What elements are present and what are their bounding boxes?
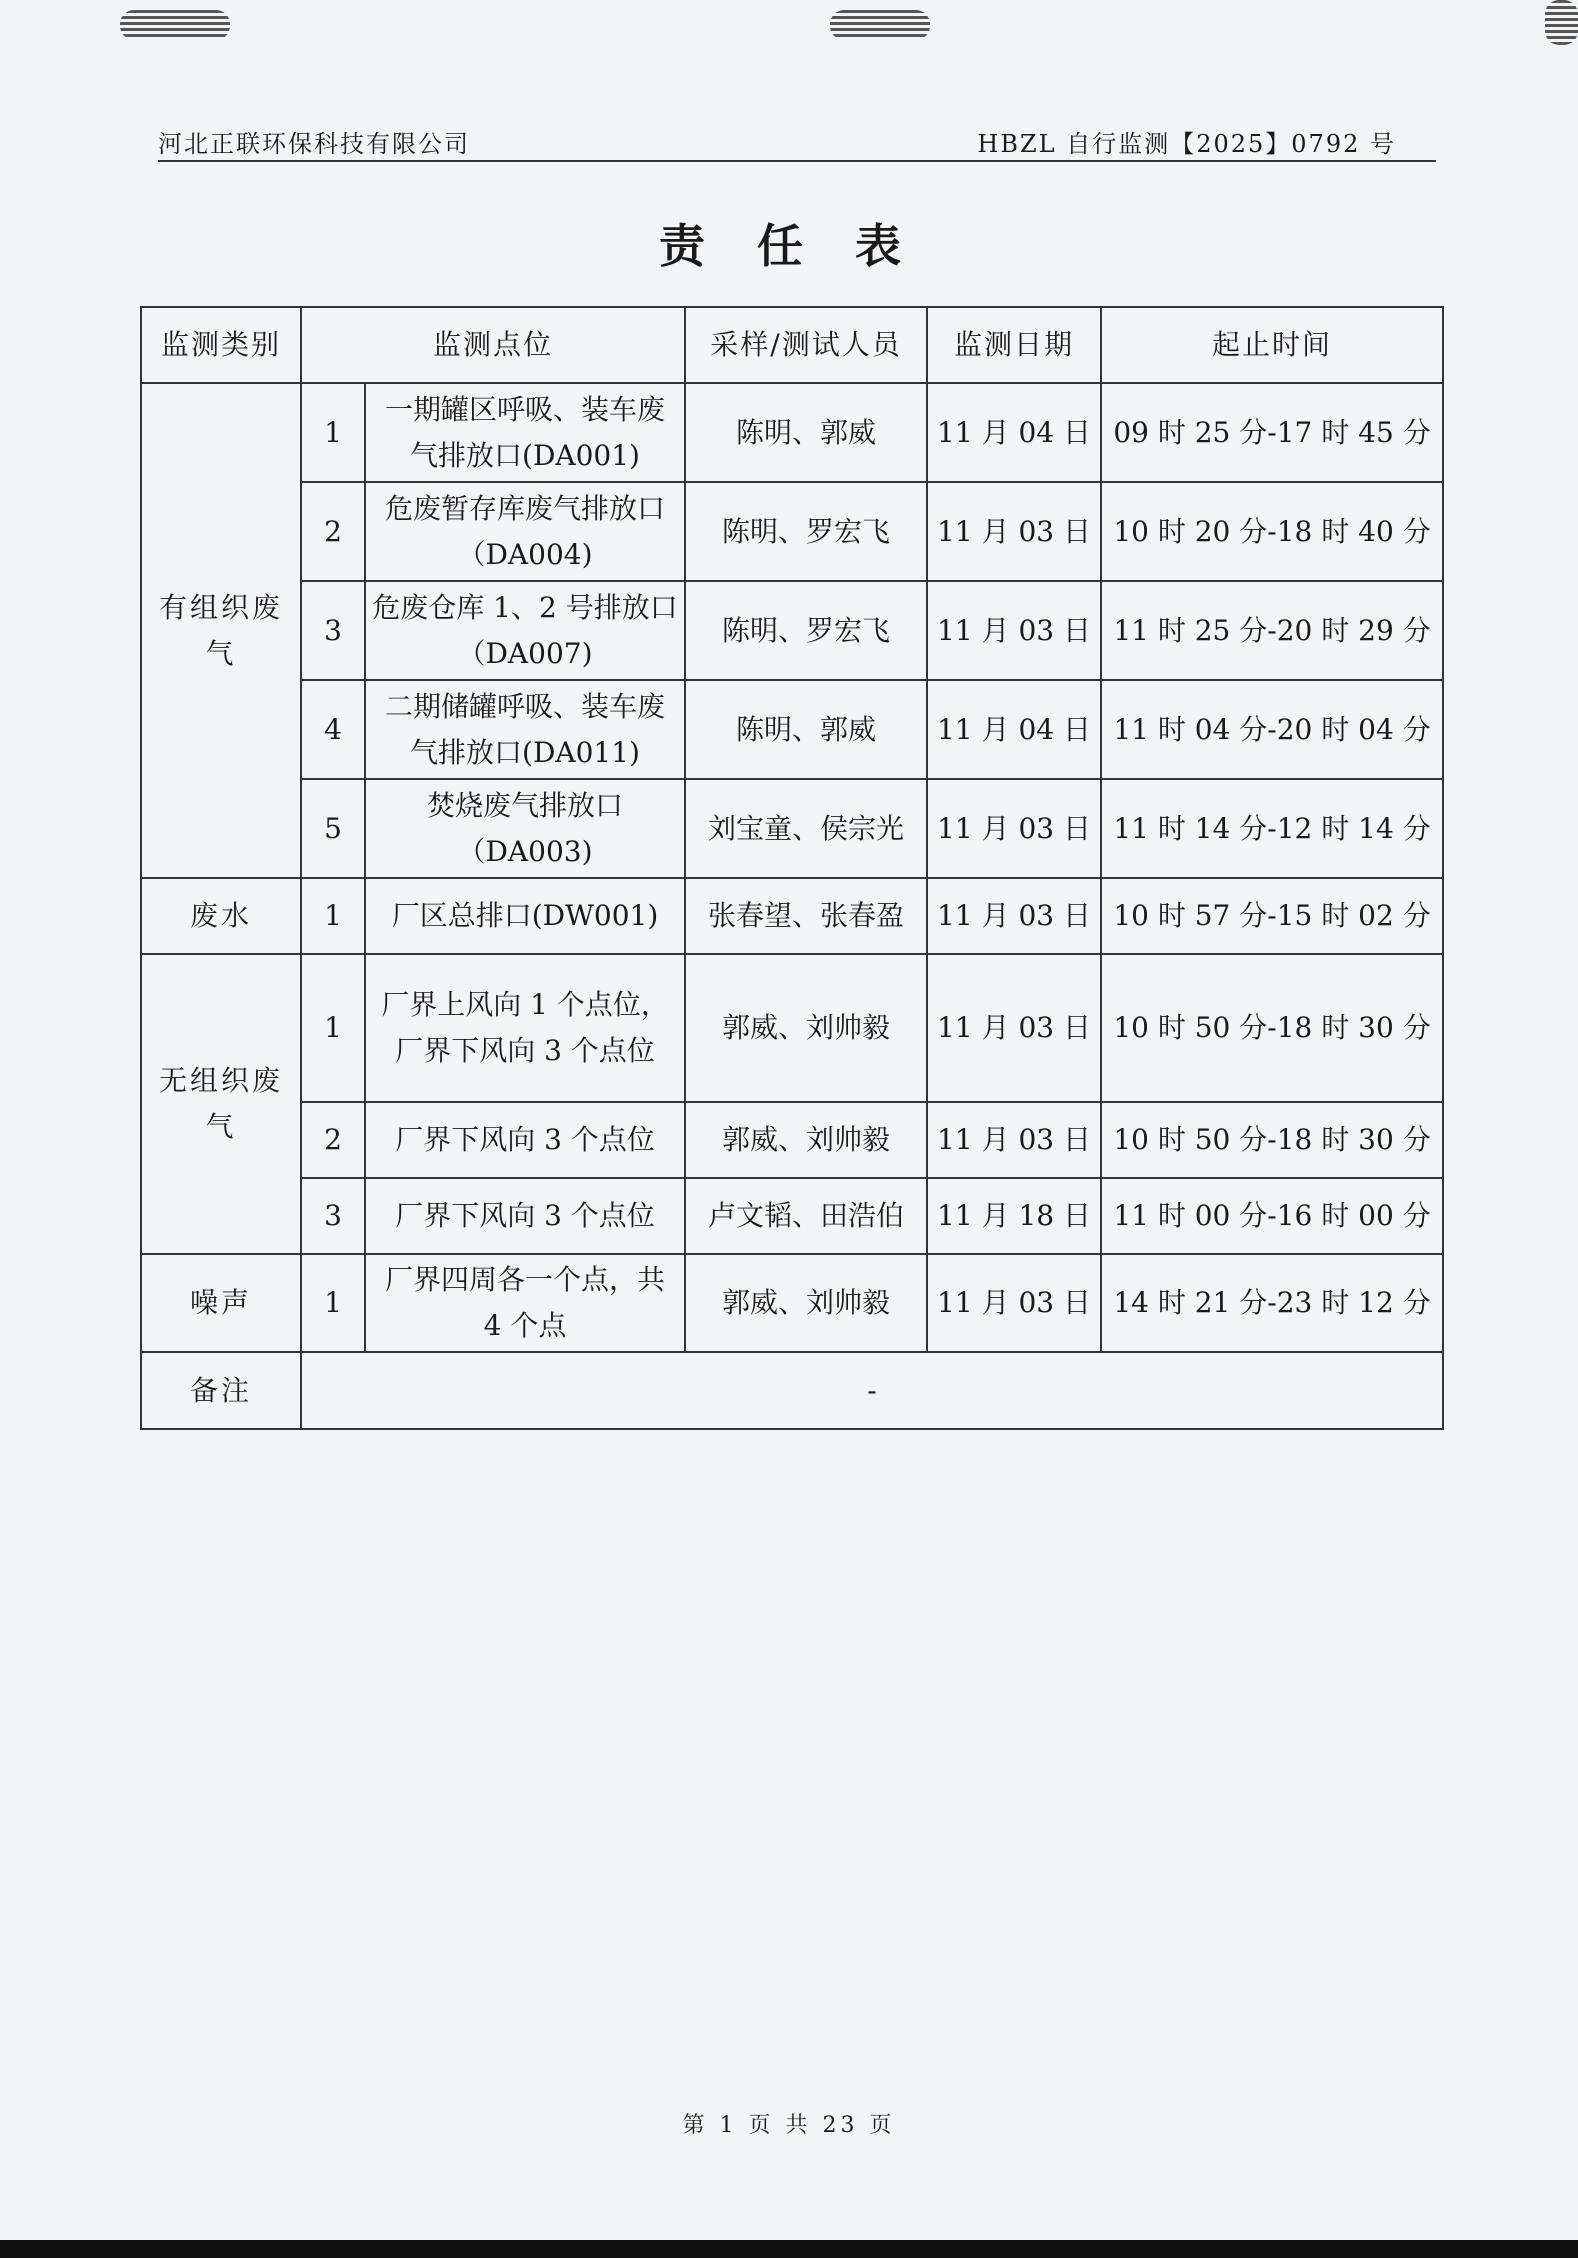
time-cell: 10 时 20 分-18 时 40 分 (1101, 482, 1443, 581)
table-row (141, 1254, 1443, 1352)
time-cell: 14 时 21 分-23 时 12 分 (1101, 1254, 1443, 1352)
row-number: 1 (301, 1254, 365, 1352)
staff-cell: 郭威、刘帅毅 (685, 1254, 927, 1352)
document-number: HBZL 自行监测【2025】0792 号 (977, 130, 1396, 158)
date-cell: 11 月 03 日 (927, 779, 1101, 878)
scan-artifact-mid (830, 10, 930, 40)
time-cell: 09 时 25 分-17 时 45 分 (1101, 383, 1443, 482)
page-header (158, 118, 1436, 162)
date-cell: 11 月 03 日 (927, 954, 1101, 1102)
time-cell: 10 时 50 分-18 时 30 分 (1101, 954, 1443, 1102)
time-cell: 11 时 14 分-12 时 14 分 (1101, 779, 1443, 878)
row-number: 1 (301, 383, 365, 482)
date-cell: 11 月 03 日 (927, 1102, 1101, 1178)
date-cell: 11 月 18 日 (927, 1178, 1101, 1254)
monitoring-point: 厂界下风向 3 个点位 (365, 1178, 685, 1254)
row-number: 1 (301, 878, 365, 954)
remark-value: - (301, 1352, 1443, 1429)
monitoring-point: 厂界下风向 3 个点位 (365, 1102, 685, 1178)
header-date: 监测日期 (927, 307, 1101, 383)
time-cell: 10 时 50 分-18 时 30 分 (1101, 1102, 1443, 1178)
staff-cell: 陈明、郭威 (685, 680, 927, 779)
table-row (141, 383, 1443, 482)
table-row (141, 779, 1443, 878)
staff-cell: 卢文韬、田浩伯 (685, 1178, 927, 1254)
staff-cell: 郭威、刘帅毅 (685, 1102, 927, 1178)
scan-artifact-left (120, 10, 230, 40)
monitoring-point: 焚烧废气排放口（DA003) (365, 779, 685, 878)
monitoring-point: 危废暂存库废气排放口（DA004) (365, 482, 685, 581)
row-number: 1 (301, 954, 365, 1102)
header-staff: 采样/测试人员 (685, 307, 927, 383)
header-time: 起止时间 (1101, 307, 1443, 383)
staff-cell: 张春望、张春盈 (685, 878, 927, 954)
table-header-row (141, 307, 1443, 383)
row-number: 3 (301, 581, 365, 680)
company-name: 河北正联环保科技有限公司 (158, 130, 470, 158)
table-row (141, 482, 1443, 581)
monitoring-point: 二期储罐呼吸、装车废气排放口(DA011) (365, 680, 685, 779)
page-title: 责 任 表 (658, 219, 920, 273)
row-number: 5 (301, 779, 365, 878)
table-row (141, 954, 1443, 1102)
category-cell: 噪声 (141, 1254, 301, 1352)
table-row (141, 1102, 1443, 1178)
category-cell: 无组织废气 (141, 954, 301, 1254)
time-cell: 10 时 57 分-15 时 02 分 (1101, 878, 1443, 954)
staff-cell: 陈明、郭威 (685, 383, 927, 482)
table-row (141, 878, 1443, 954)
staff-cell: 陈明、罗宏飞 (685, 581, 927, 680)
scan-artifact-right (1545, 0, 1578, 45)
page-footer: 第 1 页 共 23 页 (682, 2113, 896, 2138)
time-cell: 11 时 00 分-16 时 00 分 (1101, 1178, 1443, 1254)
responsibility-table (140, 306, 1444, 1430)
time-cell: 11 时 25 分-20 时 29 分 (1101, 581, 1443, 680)
row-number: 2 (301, 482, 365, 581)
date-cell: 11 月 04 日 (927, 383, 1101, 482)
staff-cell: 郭威、刘帅毅 (685, 954, 927, 1102)
monitoring-point: 危废仓库 1、2 号排放口（DA007) (365, 581, 685, 680)
remark-row (141, 1352, 1443, 1429)
table-row (141, 581, 1443, 680)
monitoring-point: 厂界上风向 1 个点位，厂界下风向 3 个点位 (365, 954, 685, 1102)
staff-cell: 陈明、罗宏飞 (685, 482, 927, 581)
table-row (141, 680, 1443, 779)
header-point: 监测点位 (301, 307, 685, 383)
scan-bottom-edge (0, 2240, 1578, 2258)
date-cell: 11 月 03 日 (927, 581, 1101, 680)
category-cell: 废水 (141, 878, 301, 954)
table-row (141, 1178, 1443, 1254)
category-cell: 有组织废气 (141, 383, 301, 878)
date-cell: 11 月 03 日 (927, 482, 1101, 581)
row-number: 2 (301, 1102, 365, 1178)
date-cell: 11 月 04 日 (927, 680, 1101, 779)
date-cell: 11 月 03 日 (927, 878, 1101, 954)
staff-cell: 刘宝童、侯宗光 (685, 779, 927, 878)
monitoring-point: 厂区总排口(DW001) (365, 878, 685, 954)
monitoring-point: 厂界四周各一个点，共 4 个点 (365, 1254, 685, 1352)
row-number: 4 (301, 680, 365, 779)
row-number: 3 (301, 1178, 365, 1254)
remark-label: 备注 (141, 1352, 301, 1429)
time-cell: 11 时 04 分-20 时 04 分 (1101, 680, 1443, 779)
monitoring-point: 一期罐区呼吸、装车废气排放口(DA001) (365, 383, 685, 482)
header-category: 监测类别 (141, 307, 301, 383)
date-cell: 11 月 03 日 (927, 1254, 1101, 1352)
